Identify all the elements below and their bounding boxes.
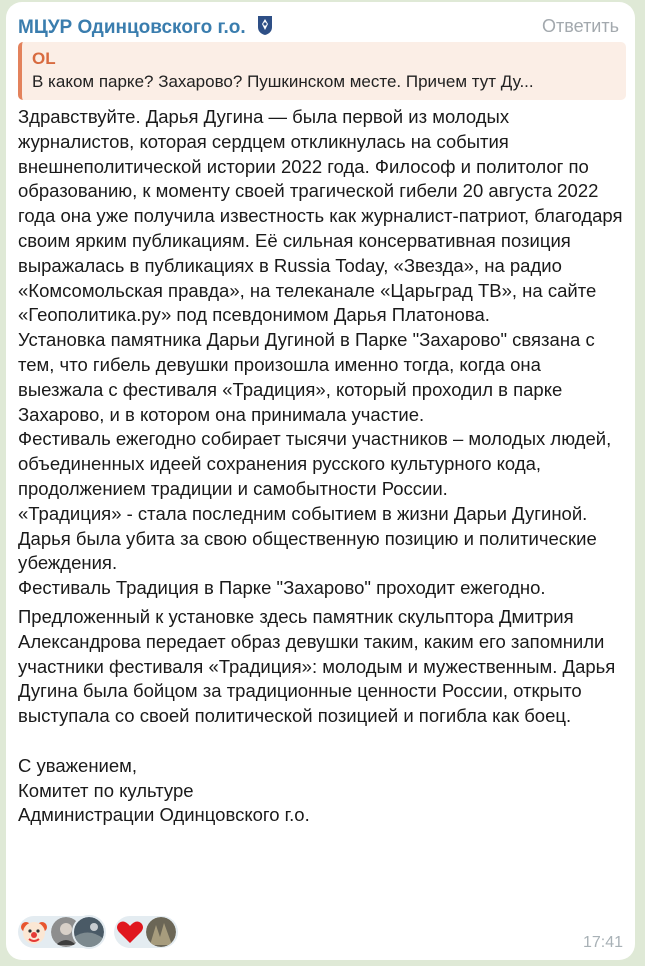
message-paragraph: Установка памятника Дарьи Дугиной в Парке "Захарово" связана с тем, что гибель девушки произошла именно тогда, когда она выезжала с фестиваля «Традиция», который проходил в парке Захарово, и в котором она принимала участие. — [18, 329, 595, 425]
reaction-clown[interactable] — [18, 916, 104, 948]
message-paragraph: «Традиция» - стала последним событием в жизни Дарьи Дугиной. Дарья была убита за свою общественную позицию и политические убеждения. — [18, 502, 597, 574]
clown-face-icon — [19, 917, 49, 947]
message-bubble[interactable] — [6, 2, 635, 960]
signature-line: С уважением, — [18, 754, 138, 776]
quote-author: OL — [32, 49, 56, 68]
reaction-heart[interactable] — [114, 916, 178, 948]
message-text — [18, 105, 628, 828]
reply-quote[interactable] — [18, 42, 626, 100]
message-timestamp: 17:41 — [582, 934, 623, 951]
signature-line: Администрации Одинцовского г.о. — [18, 804, 310, 826]
message-header — [18, 15, 621, 41]
sender-name-label: МЦУР Одинцовского г.о. — [18, 17, 246, 38]
sender-name[interactable] — [18, 15, 273, 39]
signature-line: Комитет по культуре — [18, 779, 194, 801]
red-heart-icon — [115, 917, 145, 947]
avatar-user-3 — [146, 917, 176, 947]
message-paragraph: Фестиваль ежегодно собирает тысячи участников – молодых людей, объединенных идеей сохранения русского культурного кода, продолжением традиции и самобытности России. — [18, 428, 612, 499]
reply-button[interactable]: Ответить — [542, 16, 619, 36]
message-paragraph: Фестиваль Традиция в Парке "Захарово" проходит ежегодно. — [18, 577, 546, 599]
avatar-user-2 — [72, 915, 106, 949]
quote-text: В каком парке? Захарово? Пушкинском месте. Причем тут Ду... — [32, 72, 534, 91]
message-paragraph: Предложенный к установке здесь памятник скульптора Дмитрия Александрова передает образ девушки таким, каким его запомнили участники фестиваля «Традиция»: молодым и мужественным. Дарья Дугина была бойцом за традиционные ценности России, открыто выступала со своей политической позицией и погибла как боец. — [18, 605, 616, 727]
coat-of-arms-icon — [257, 15, 273, 36]
message-paragraph: Здравствуйте. Дарья Дугина — была первой из молодых журналистов, которая сердцем откликнулась на события внешнеполитической истории 2022 года. Философ и политолог по образованию, к моменту своей трагической гибели 20 августа 2022 года она уже получила известность как журналист-патриот, благодаря своим ярким публикациям. Её сильная консервативная позиция выражалась в публикациях в Russia Today, «Звезда», на радио «Комсомольская правда», на телеканале «Царьград ТВ», на сайте «Геополитика.ру» под псевдонимом Дарья Платонова. — [18, 106, 623, 326]
